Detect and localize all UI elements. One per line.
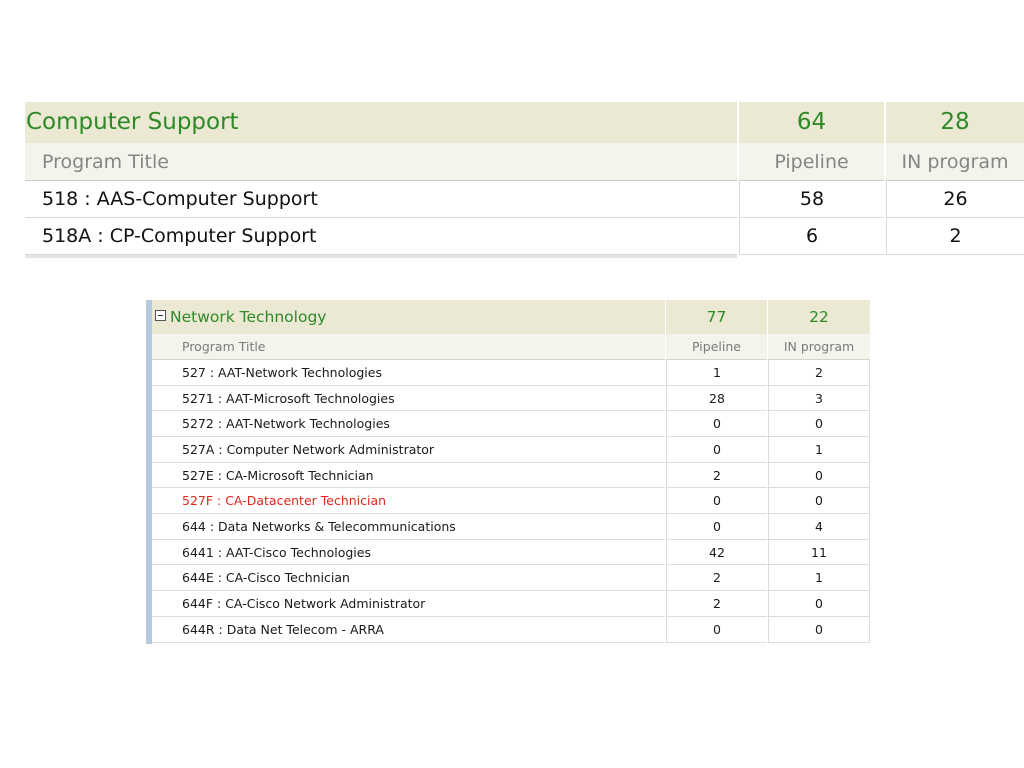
in-program-cell: 0 (768, 411, 870, 437)
group-header-row[interactable] (152, 300, 870, 334)
pipeline-cell: 28 (666, 386, 767, 411)
pipeline-cell: 2 (666, 591, 767, 617)
table-row[interactable] (152, 360, 870, 386)
in-program-cell: 3 (768, 386, 870, 411)
in-program-cell: 11 (768, 540, 870, 565)
pipeline-cell: 2 (666, 463, 767, 488)
in-program-cell: 0 (768, 591, 870, 617)
program-title-cell: 6441 : AAT-Cisco Technologies (152, 540, 665, 565)
table-row[interactable] (152, 540, 870, 565)
in-program-cell: 1 (768, 565, 870, 591)
column-header-program-title[interactable]: Program Title (152, 334, 665, 360)
program-title-cell: 5272 : AAT-Network Technologies (152, 411, 665, 437)
in-program-cell: 4 (768, 514, 870, 540)
column-header-program-title[interactable]: Program Title (25, 143, 737, 181)
program-title-cell: 518A : CP-Computer Support (25, 218, 737, 255)
in-program-cell: 2 (886, 218, 1024, 255)
table-row[interactable] (152, 565, 870, 591)
column-header-in-program[interactable]: IN program (886, 143, 1024, 181)
group-title-cell (152, 300, 665, 334)
pipeline-cell: 6 (739, 218, 884, 255)
table-row[interactable] (152, 411, 870, 437)
table-row[interactable] (152, 514, 870, 540)
group-in-program-total: 22 (768, 300, 870, 334)
in-program-cell: 0 (768, 488, 870, 514)
table-row[interactable] (152, 591, 870, 617)
in-program-cell: 26 (886, 181, 1024, 218)
group-pipeline-total: 64 (739, 102, 884, 143)
pipeline-cell: 42 (666, 540, 767, 565)
program-title-cell: 644 : Data Networks & Telecommunications (152, 514, 665, 540)
table-row-highlighted[interactable] (152, 488, 870, 514)
network-technology-table (146, 300, 870, 644)
table-row[interactable] (152, 463, 870, 488)
program-title-cell: 518 : AAS-Computer Support (25, 181, 737, 218)
column-header-in-program[interactable]: IN program (768, 334, 870, 360)
pipeline-cell: 0 (666, 437, 767, 463)
program-title-cell: 527A : Computer Network Administrator (152, 437, 665, 463)
column-header-row (152, 334, 870, 360)
group-title: Network Technology (170, 308, 327, 326)
table-row[interactable] (152, 437, 870, 463)
pipeline-cell: 0 (666, 514, 767, 540)
group-pipeline-total: 77 (666, 300, 767, 334)
in-program-cell: 0 (768, 463, 870, 488)
pipeline-cell: 0 (666, 411, 767, 437)
table-row[interactable] (25, 181, 1024, 218)
in-program-cell: 0 (768, 617, 870, 643)
in-program-cell: 1 (768, 437, 870, 463)
table-row[interactable] (25, 218, 1024, 255)
pipeline-cell: 0 (666, 617, 767, 643)
in-program-cell: 2 (768, 360, 870, 386)
table-row[interactable] (152, 386, 870, 411)
group-in-program-total: 28 (886, 102, 1024, 143)
pipeline-cell: 0 (666, 488, 767, 514)
column-header-pipeline[interactable]: Pipeline (666, 334, 767, 360)
table-bottom-divider (25, 255, 737, 258)
group-header-row[interactable] (25, 102, 1024, 143)
program-title-cell: 644F : CA-Cisco Network Administrator (152, 591, 665, 617)
program-title-cell: 644R : Data Net Telecom - ARRA (152, 617, 665, 643)
program-title-cell: 527 : AAT-Network Technologies (152, 360, 665, 386)
table-row[interactable] (152, 617, 870, 643)
program-title-cell: 527F : CA-Datacenter Technician (152, 488, 665, 514)
program-title-cell: 527E : CA-Microsoft Technician (152, 463, 665, 488)
pipeline-cell: 1 (666, 360, 767, 386)
group-title: Computer Support (25, 102, 737, 143)
collapse-minus-icon[interactable] (155, 310, 166, 321)
program-title-cell: 5271 : AAT-Microsoft Technologies (152, 386, 665, 411)
pipeline-cell: 58 (739, 181, 884, 218)
pipeline-cell: 2 (666, 565, 767, 591)
column-header-row (25, 143, 1024, 181)
column-header-pipeline[interactable]: Pipeline (739, 143, 884, 181)
program-title-cell: 644E : CA-Cisco Technician (152, 565, 665, 591)
computer-support-table (25, 102, 1024, 255)
